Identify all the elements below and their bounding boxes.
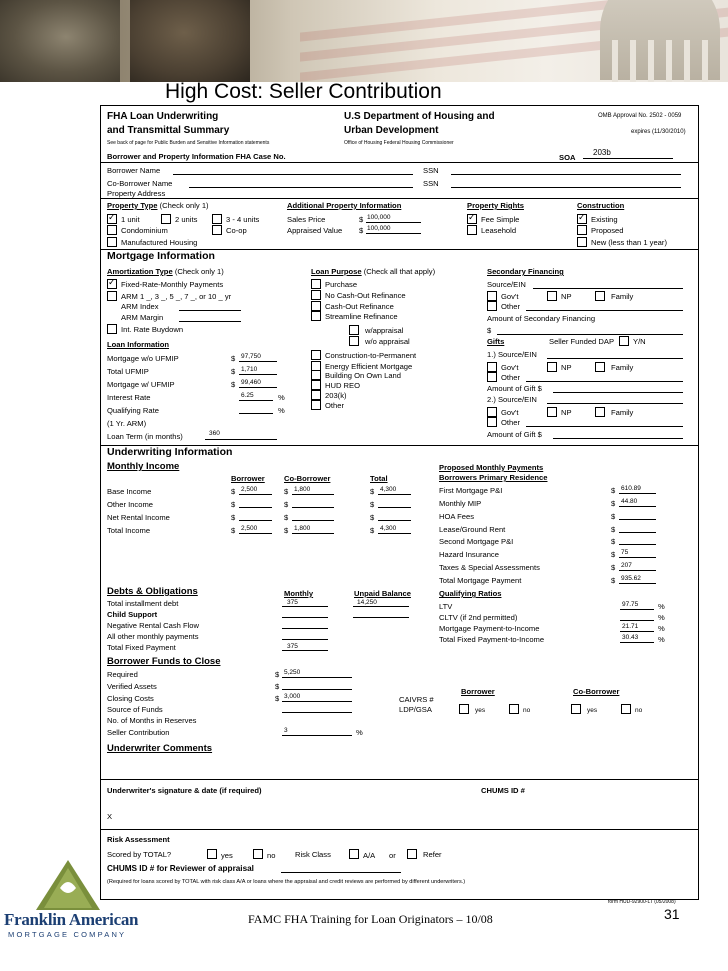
arm-margin-field[interactable] <box>179 321 241 322</box>
gift1-amount-field[interactable] <box>553 392 683 393</box>
own-land-label: Building On Own Land <box>325 371 401 380</box>
secondary-family-checkbox[interactable] <box>595 291 605 301</box>
agency-office: Office of Housing Federal Housing Commissioner <box>344 140 454 146</box>
arm-1yr-label: (1 Yr. ARM) <box>107 419 147 428</box>
agency-title-2: Urban Development <box>344 125 439 136</box>
arm-index-label: ARM Index <box>121 302 159 311</box>
gift1-source-label: 1.) Source/EIN <box>487 350 537 359</box>
page-number: 31 <box>664 906 680 922</box>
hoa-label: HOA Fees <box>439 512 475 521</box>
seller-contribution-label: Seller Contribution <box>107 728 170 737</box>
required-note: (Required for loans scored by TOTAL with risk class A/A or loans where the appraisal and credit reviews are performed by different underwriters.) <box>107 879 466 885</box>
secondary-govt-checkbox[interactable] <box>487 291 497 301</box>
other-label: Other <box>501 418 520 427</box>
gift2-source-label: 2.) Source/EIN <box>487 395 537 404</box>
np-label: NP <box>561 408 572 417</box>
qualifying-ratios-heading: Qualifying Ratios <box>439 589 502 598</box>
coborrower-base-value[interactable]: 1,800 <box>294 486 311 493</box>
mip-value[interactable]: 44.80 <box>621 498 638 505</box>
condo-label: Condominium <box>121 226 168 235</box>
total-fixed-label: Total Fixed Payment <box>107 643 176 652</box>
cashout-checkbox[interactable] <box>311 301 321 311</box>
manufactured-label: Manufactured Housing <box>121 238 198 247</box>
mortgage-w-ufmip-value[interactable]: 99,460 <box>241 379 261 386</box>
coborrower-yes-checkbox[interactable] <box>571 704 581 714</box>
borrower-name-field[interactable] <box>173 174 413 175</box>
second-pi-label: Second Mortgage P&I <box>439 537 514 546</box>
coborrower-ssn-label: SSN <box>423 179 439 188</box>
form-title-2: and Transmittal Summary <box>107 125 230 136</box>
other-income-label: Other Income <box>107 500 154 509</box>
child-support-label: Child Support <box>107 610 158 619</box>
proposed-checkbox[interactable] <box>577 225 587 235</box>
burden-note: See back of page for Public Burden and Sensitive Information statements <box>107 140 270 146</box>
percent-sign: % <box>658 613 665 622</box>
or-label: or <box>389 851 396 860</box>
gift1-family-checkbox[interactable] <box>595 362 605 372</box>
no-label: no <box>523 707 531 714</box>
additional-info-heading: Additional Property Information <box>287 201 402 210</box>
company-name: Franklin American <box>4 910 139 929</box>
net-rental-label: Net Rental Income <box>107 513 170 522</box>
loan-term-value[interactable]: 360 <box>209 430 220 437</box>
percent-sign: % <box>658 624 665 633</box>
dollar-sign: $ <box>359 215 364 224</box>
property-rights-heading: Property Rights <box>467 201 524 210</box>
installment-unpaid-value[interactable]: 14,250 <box>357 599 377 606</box>
dollar-sign: $ <box>231 526 236 535</box>
total-ufmip-label: Total UFMIP <box>107 367 149 376</box>
coborrower-total-value[interactable]: 1,800 <box>294 525 311 532</box>
dollar-sign: $ <box>231 354 236 363</box>
dollar-sign: $ <box>284 526 289 535</box>
existing-checkbox[interactable] <box>577 214 587 224</box>
203k-label: 203(k) <box>325 391 347 400</box>
signature-label: Underwriter's signature & date (if required) <box>107 786 262 795</box>
negative-rental-label: Negative Rental Cash Flow <box>107 621 200 630</box>
no-label: no <box>635 707 643 714</box>
purchase-checkbox[interactable] <box>311 279 321 289</box>
form-title: FHA Loan Underwriting <box>107 111 219 122</box>
lease-label: Lease/Ground Rent <box>439 525 506 534</box>
coborrower-name-field[interactable] <box>189 187 413 188</box>
borrower-col-heading: Borrower <box>231 474 265 483</box>
existing-label: Existing <box>591 215 618 224</box>
first-pi-value[interactable]: 610.89 <box>621 485 641 492</box>
pti-value[interactable]: 21.71 <box>622 623 639 630</box>
dollar-sign: $ <box>231 513 236 522</box>
wo-appraisal-label: w/o appraisal <box>365 337 410 346</box>
gift2-amount-field[interactable] <box>553 438 683 439</box>
gift1-other-checkbox[interactable] <box>487 372 497 382</box>
dollar-sign: $ <box>611 550 616 559</box>
dollar-sign: $ <box>611 525 616 534</box>
monthly-col-heading: Monthly <box>284 589 314 598</box>
soa-label: SOA <box>559 153 576 162</box>
unit2-label: 2 units <box>175 215 198 224</box>
govt-label: Gov't <box>501 408 519 417</box>
fti-value[interactable]: 30.43 <box>622 634 639 641</box>
ldp-label: LDP/GSA <box>399 705 432 714</box>
agency-title: U.S Department of Housing and <box>344 111 495 122</box>
other-label: Other <box>501 373 520 382</box>
leasehold-checkbox[interactable] <box>467 225 477 235</box>
dollar-sign: $ <box>487 326 492 335</box>
property-type-heading: Property Type <box>107 201 158 210</box>
hazard-value[interactable]: 75 <box>621 549 629 556</box>
secondary-other-checkbox[interactable] <box>487 301 497 311</box>
secondary-amount-label: Amount of Secondary Financing <box>487 314 596 323</box>
dollar-sign: $ <box>359 226 364 235</box>
monthly-income-heading: Monthly Income <box>107 461 180 472</box>
aa-checkbox[interactable] <box>349 849 359 859</box>
borrower-no-checkbox[interactable] <box>509 704 519 714</box>
required-value[interactable]: 5,250 <box>284 669 301 676</box>
loan-term-label: Loan Term (in months) <box>107 432 183 441</box>
dollar-sign: $ <box>370 487 375 496</box>
debts-heading: Debts & Obligations <box>107 586 198 597</box>
underwriting-heading: Underwriting Information <box>107 446 233 458</box>
leaf-icon <box>30 858 110 910</box>
ssn-label: SSN <box>423 166 439 175</box>
secondary-financing-heading: Secondary Financing <box>487 267 564 276</box>
fixed-rate-checkbox[interactable] <box>107 279 117 289</box>
seller-dap-checkbox[interactable] <box>619 336 629 346</box>
seller-dap-label: Seller Funded DAP <box>549 337 615 346</box>
scored-label: Scored by TOTAL? <box>107 850 172 859</box>
unit2-checkbox[interactable] <box>161 214 171 224</box>
dollar-sign: $ <box>611 563 616 572</box>
total-payment-label: Total Mortgage Payment <box>439 576 522 585</box>
sales-price-label: Sales Price <box>287 215 326 224</box>
ltv-label: LTV <box>439 602 453 611</box>
expiration: expires (11/30/2010) <box>631 129 686 135</box>
funds-borrower-heading: Borrower <box>461 687 495 696</box>
new-label: New (less than 1 year) <box>591 238 667 247</box>
arm-index-field[interactable] <box>179 310 241 311</box>
family-label: Family <box>611 408 634 417</box>
purchase-label: Purchase <box>325 280 358 289</box>
dollar-sign: $ <box>370 513 375 522</box>
interest-rate-value[interactable]: 6.25 <box>241 392 254 399</box>
cashout-label: Cash-Out Refinance <box>325 302 394 311</box>
hud-form <box>100 105 699 900</box>
percent-sign: % <box>278 406 285 415</box>
gift2-govt-checkbox[interactable] <box>487 407 497 417</box>
gift1-amount-label: Amount of Gift $ <box>487 384 542 393</box>
soa-value: 203b <box>593 148 611 157</box>
reo-label: HUD REO <box>325 381 361 390</box>
funds-coborrower-heading: Co-Borrower <box>573 687 620 696</box>
arm-checkbox[interactable] <box>107 291 117 301</box>
buydown-label: Int. Rate Buydown <box>121 325 184 334</box>
chums-label: CHUMS ID # <box>481 786 525 795</box>
gift2-amount-label: Amount of Gift $ <box>487 430 542 439</box>
loan-purpose-heading: Loan Purpose <box>311 267 362 276</box>
mortgage-w-ufmip-label: Mortgage w/ UFMIP <box>107 380 175 389</box>
caivrs-label: CAIVRS # <box>399 695 434 704</box>
ssn-field[interactable] <box>451 174 681 175</box>
verified-assets-label: Verified Assets <box>107 682 157 691</box>
family-label: Family <box>611 363 634 372</box>
dollar-sign: $ <box>231 500 236 509</box>
gift2-family-checkbox[interactable] <box>595 407 605 417</box>
buydown-checkbox[interactable] <box>107 324 117 334</box>
unpaid-col-heading: Unpaid Balance <box>354 589 411 598</box>
no-label: no <box>267 851 276 860</box>
fti-label: Total Fixed Payment-to-Income <box>439 635 545 644</box>
fee-simple-label: Fee Simple <box>481 215 520 224</box>
dollar-sign: $ <box>284 500 289 509</box>
mortgage-info-heading: Mortgage Information <box>107 250 215 262</box>
arm-label: ARM 1 _, 3 _, 5 _, 7 _, or 10 _ yr <box>121 292 232 301</box>
w-appraisal-label: w/appraisal <box>365 326 404 335</box>
coop-checkbox[interactable] <box>212 225 222 235</box>
fee-simple-checkbox[interactable] <box>467 214 477 224</box>
unit1-label: 1 unit <box>121 215 140 224</box>
chums-review-field[interactable] <box>281 872 401 873</box>
footer-text: FAMC FHA Training for Loan Originators – 10/08 <box>248 912 493 926</box>
scored-no-checkbox[interactable] <box>253 849 263 859</box>
unit34-checkbox[interactable] <box>212 214 222 224</box>
np-label: NP <box>561 292 572 301</box>
gift1-govt-checkbox[interactable] <box>487 362 497 372</box>
dollar-sign: $ <box>611 537 616 546</box>
total-col-heading: Total <box>370 474 388 483</box>
sales-price-value[interactable]: 100,000 <box>367 214 391 221</box>
source-funds-label: Source of Funds <box>107 705 163 714</box>
percent-sign: % <box>278 393 285 402</box>
total-fixed-value[interactable]: 375 <box>287 643 298 650</box>
other-monthly-label: All other monthly payments <box>107 632 199 641</box>
no-cashout-label: No Cash-Out Refinance <box>325 291 406 300</box>
borrower-yes-checkbox[interactable] <box>459 704 469 714</box>
months-reserves-label: No. of Months in Reserves <box>107 716 197 725</box>
mip-label: Monthly MIP <box>439 499 482 508</box>
refer-checkbox[interactable] <box>407 849 417 859</box>
proposed-payments-heading: Proposed Monthly Payments <box>439 463 544 472</box>
yes-label: yes <box>221 851 233 860</box>
cltv-label: CLTV (if 2nd permitted) <box>439 613 518 622</box>
borrower-base-value[interactable]: 2,500 <box>241 486 258 493</box>
203k-checkbox[interactable] <box>311 390 321 400</box>
purpose-other-label: Other <box>325 401 344 410</box>
w-appraisal-checkbox[interactable] <box>349 325 359 335</box>
person-image <box>0 0 120 82</box>
np-label: NP <box>561 363 572 372</box>
streamline-checkbox[interactable] <box>311 311 321 321</box>
comments-heading: Underwriter Comments <box>107 743 213 754</box>
franklin-american-logo <box>30 858 110 918</box>
scored-yes-checkbox[interactable] <box>207 849 217 859</box>
wo-appraisal-checkbox[interactable] <box>349 336 359 346</box>
loan-info-heading: Loan Information <box>107 340 170 349</box>
arm-margin-label: ARM Margin <box>121 313 164 322</box>
qualifying-rate-label: Qualifying Rate <box>107 406 159 415</box>
installment-debt-label: Total installment debt <box>107 599 179 608</box>
manufactured-checkbox[interactable] <box>107 237 117 247</box>
fixed-rate-label: Fixed-Rate-Monthly Payments <box>121 280 224 289</box>
dollar-sign: $ <box>275 682 280 691</box>
interest-rate-label: Interest Rate <box>107 393 151 402</box>
dollar-sign: $ <box>275 670 280 679</box>
mortgage-wo-ufmip-value[interactable]: 97,750 <box>241 353 261 360</box>
gifts-heading: Gifts <box>487 337 505 346</box>
amortization-heading: Amortization Type <box>107 267 173 276</box>
total-base-value[interactable]: 4,300 <box>380 486 397 493</box>
govt-label: Gov't <box>501 292 519 301</box>
chums-review-label: CHUMS ID # for Reviewer of appraisal <box>107 864 254 873</box>
eem-label: Energy Efficient Mortgage <box>325 362 413 371</box>
secondary-np-checkbox[interactable] <box>547 291 557 301</box>
taxes-value[interactable]: 207 <box>621 562 632 569</box>
property-type-note: (Check only 1) <box>159 201 209 210</box>
ctp-label: Construction-to-Permanent <box>325 351 417 360</box>
yn-label: Y/N <box>633 337 646 346</box>
dollar-sign: $ <box>370 526 375 535</box>
funds-heading: Borrower Funds to Close <box>107 656 221 667</box>
unit1-checkbox[interactable] <box>107 214 117 224</box>
coborrower-no-checkbox[interactable] <box>621 704 631 714</box>
dollar-sign: $ <box>275 694 280 703</box>
base-income-label: Base Income <box>107 487 152 496</box>
required-label: Required <box>107 670 138 679</box>
coborrower-col-heading: Co-Borrower <box>284 474 331 483</box>
dollar-sign: $ <box>611 499 616 508</box>
company-tagline: MORTGAGE COMPANY <box>8 930 127 939</box>
signature-x[interactable]: X <box>107 812 113 821</box>
page-title: High Cost: Seller Contribution <box>165 80 442 103</box>
own-land-checkbox[interactable] <box>311 370 321 380</box>
property-address-label: Property Address <box>107 189 166 198</box>
refer-label: Refer <box>423 850 442 859</box>
dollar-sign: $ <box>284 487 289 496</box>
coop-label: Co-op <box>226 226 247 235</box>
purpose-other-checkbox[interactable] <box>311 400 321 410</box>
loan-purpose-note: (Check all that apply) <box>363 267 436 276</box>
construction-heading: Construction <box>577 201 625 210</box>
govt-label: Gov't <box>501 363 519 372</box>
family-label: Family <box>611 292 634 301</box>
dollar-sign: $ <box>611 486 616 495</box>
person-image <box>130 0 250 82</box>
pti-label: Mortgage Payment-to-Income <box>439 624 540 633</box>
leasehold-label: Leasehold <box>481 226 517 235</box>
hazard-label: Hazard Insurance <box>439 550 499 559</box>
total-payment-value[interactable]: 935.62 <box>621 575 641 582</box>
percent-sign: % <box>658 602 665 611</box>
streamline-label: Streamline Refinance <box>325 312 398 321</box>
installment-monthly-value[interactable]: 375 <box>287 599 298 606</box>
seller-contribution-value[interactable]: 3 <box>284 727 288 734</box>
secondary-amount-field[interactable] <box>497 334 683 335</box>
ltv-value[interactable]: 97.75 <box>622 601 639 608</box>
dollar-sign: $ <box>231 380 236 389</box>
gift1-np-checkbox[interactable] <box>547 362 557 372</box>
total-total-value[interactable]: 4,300 <box>380 525 397 532</box>
primary-residence-heading: Borrowers Primary Residence <box>439 473 548 482</box>
closing-costs-label: Closing Costs <box>107 694 154 703</box>
mortgage-wo-ufmip-label: Mortgage w/o UFMIP <box>107 354 179 363</box>
coborrower-name-label: Co-Borrower Name <box>107 179 173 188</box>
dollar-sign: $ <box>231 487 236 496</box>
dollar-sign: $ <box>370 500 375 509</box>
qualifying-rate-field[interactable] <box>239 413 273 414</box>
aa-label: A/A <box>363 851 376 860</box>
borrower-total-value[interactable]: 2,500 <box>241 525 258 532</box>
borrower-name-label: Borrower Name <box>107 166 161 175</box>
amortization-note: (Check only 1) <box>174 267 224 276</box>
first-pi-label: First Mortgage P&I <box>439 486 503 495</box>
omb-number: OMB Approval No. 2502 - 0059 <box>598 113 682 119</box>
total-income-label: Total Income <box>107 526 151 535</box>
other-label: Other <box>501 302 520 311</box>
form-number: form HUD-92900-LT (05/2008) <box>608 899 676 905</box>
condo-checkbox[interactable] <box>107 225 117 235</box>
yes-label: yes <box>587 707 598 714</box>
total-ufmip-value[interactable]: 1,710 <box>241 366 258 373</box>
header-banner-image <box>0 0 728 82</box>
risk-heading: Risk Assessment <box>107 835 170 844</box>
ctp-checkbox[interactable] <box>311 350 321 360</box>
secondary-source-label: Source/EIN <box>487 280 526 289</box>
closing-costs-value[interactable]: 3,000 <box>284 693 301 700</box>
percent-sign: % <box>356 728 363 737</box>
gift2-np-checkbox[interactable] <box>547 407 557 417</box>
reo-checkbox[interactable] <box>311 380 321 390</box>
risk-class-label: Risk Class <box>295 850 331 859</box>
dollar-sign: $ <box>611 576 616 585</box>
proposed-label: Proposed <box>591 226 624 235</box>
borrower-section-heading: Borrower and Property Information FHA Case No. <box>107 152 286 161</box>
dollar-sign: $ <box>231 367 236 376</box>
gift2-other-checkbox[interactable] <box>487 417 497 427</box>
appraised-label: Appraised Value <box>287 226 343 235</box>
new-checkbox[interactable] <box>577 237 587 247</box>
coborrower-ssn-field[interactable] <box>451 187 681 188</box>
appraised-value[interactable]: 100,000 <box>367 225 391 232</box>
yes-label: yes <box>475 707 486 714</box>
no-cashout-checkbox[interactable] <box>311 290 321 300</box>
percent-sign: % <box>658 635 665 644</box>
dollar-sign: $ <box>611 512 616 521</box>
taxes-label: Taxes & Special Assessments <box>439 563 540 572</box>
dollar-sign: $ <box>284 513 289 522</box>
unit34-label: 3 - 4 units <box>226 215 260 224</box>
